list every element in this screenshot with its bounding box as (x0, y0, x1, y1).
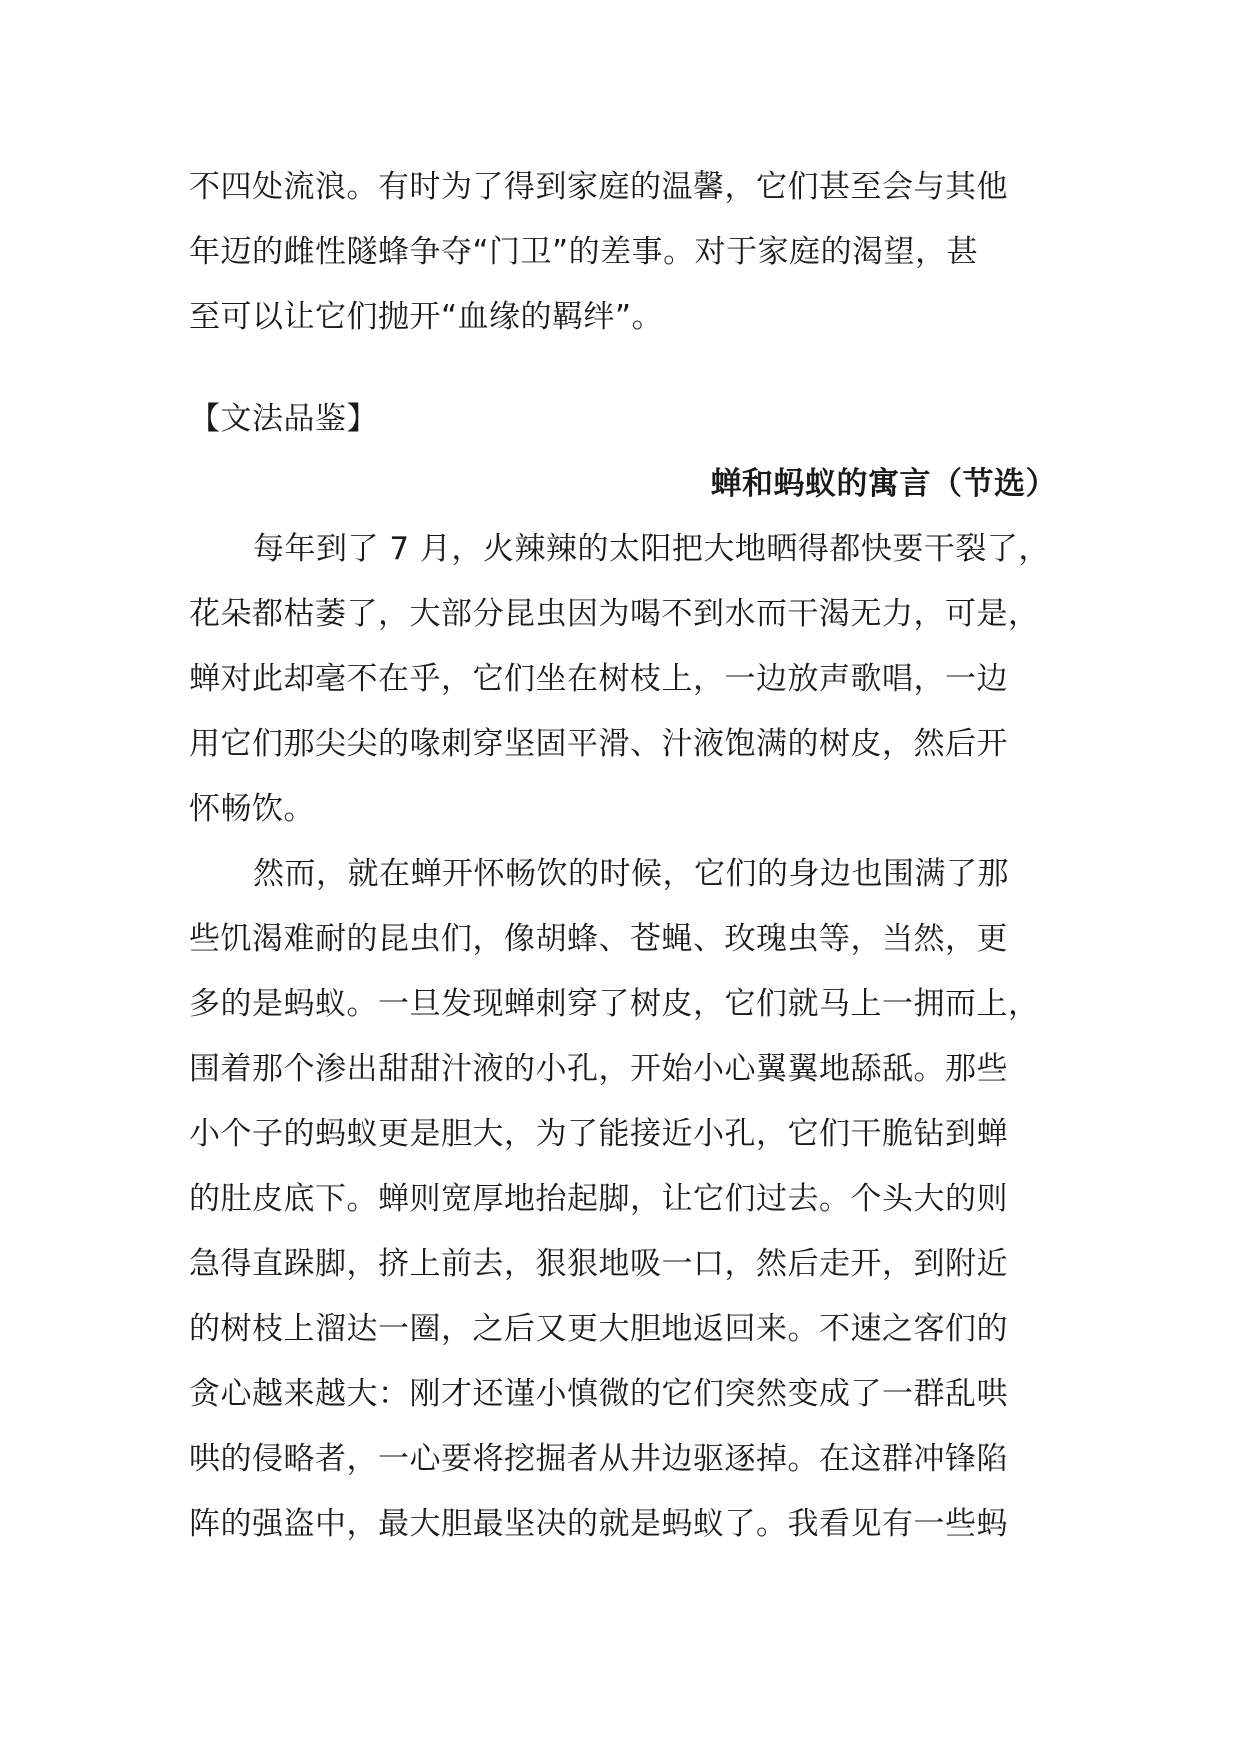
text-line: 每年到了 7 月，火辣辣的太阳把大地晒得都快要干裂了， (253, 531, 1050, 567)
text-line: 用它们那尖尖的喙刺穿坚固平滑、汁液饱满的树皮，然后开 (189, 726, 1008, 762)
text-line: 不四处流浪。有时为了得到家庭的温馨，它们甚至会与其他 (189, 169, 1008, 205)
text-line: 些饥渴难耐的昆虫们，像胡蜂、苍蝇、玫瑰虫等，当然，更 (189, 921, 1008, 957)
text-line: 的树枝上溜达一圈，之后又更大胆地返回来。不速之客们的 (189, 1311, 1008, 1347)
text-line: 年迈的雌性隧蜂争夺“门卫”的差事。对于家庭的渴望，甚 (189, 234, 979, 270)
text-line: 哄的侵略者，一心要将挖掘者从井边驱逐掉。在这群冲锋陷 (189, 1441, 1008, 1477)
text-line: 急得直跺脚，挤上前去，狠狠地吸一口，然后走开，到附近 (189, 1246, 1008, 1282)
text-line: 至可以让它们抛开“血缘的羁绊”。 (189, 299, 664, 335)
text-line: 小个子的蚂蚁更是胆大，为了能接近小孔，它们干脆钻到蝉 (189, 1116, 1008, 1152)
text-line: 贪心越来越大：刚才还谨小慎微的它们突然变成了一群乱哄 (189, 1376, 1008, 1412)
text-line: 多的是蚂蚁。一旦发现蝉刺穿了树皮，它们就马上一拥而上， (189, 986, 1040, 1022)
text-line: 围着那个渗出甜甜汁液的小孔，开始小心翼翼地舔舐。那些 (189, 1051, 1008, 1087)
intro-paragraph (189, 155, 1069, 350)
text-line: 花朵都枯萎了，大部分昆虫因为喝不到水而干渴无力，可是， (189, 596, 1040, 632)
text-line: 怀畅饮。 (189, 791, 315, 827)
section-label: 【文法品鉴】 (189, 401, 378, 437)
text-line: 然而，就在蝉开怀畅饮的时候，它们的身边也围满了那 (253, 856, 1009, 892)
article-title: 蝉和蚂蚁的寓言（节选） (710, 466, 1057, 502)
article-paragraph-2 (189, 842, 1069, 1557)
article-paragraph-1 (189, 517, 1069, 842)
text-line: 蝉对此却毫不在乎，它们坐在树枝上，一边放声歌唱，一边 (189, 661, 1008, 697)
document-page (189, 155, 1069, 1557)
text-line: 的肚皮底下。蝉则宽厚地抬起脚，让它们过去。个头大的则 (189, 1181, 1008, 1217)
text-line: 阵的强盗中，最大胆最坚决的就是蚂蚁了。我看见有一些蚂 (189, 1506, 1008, 1542)
